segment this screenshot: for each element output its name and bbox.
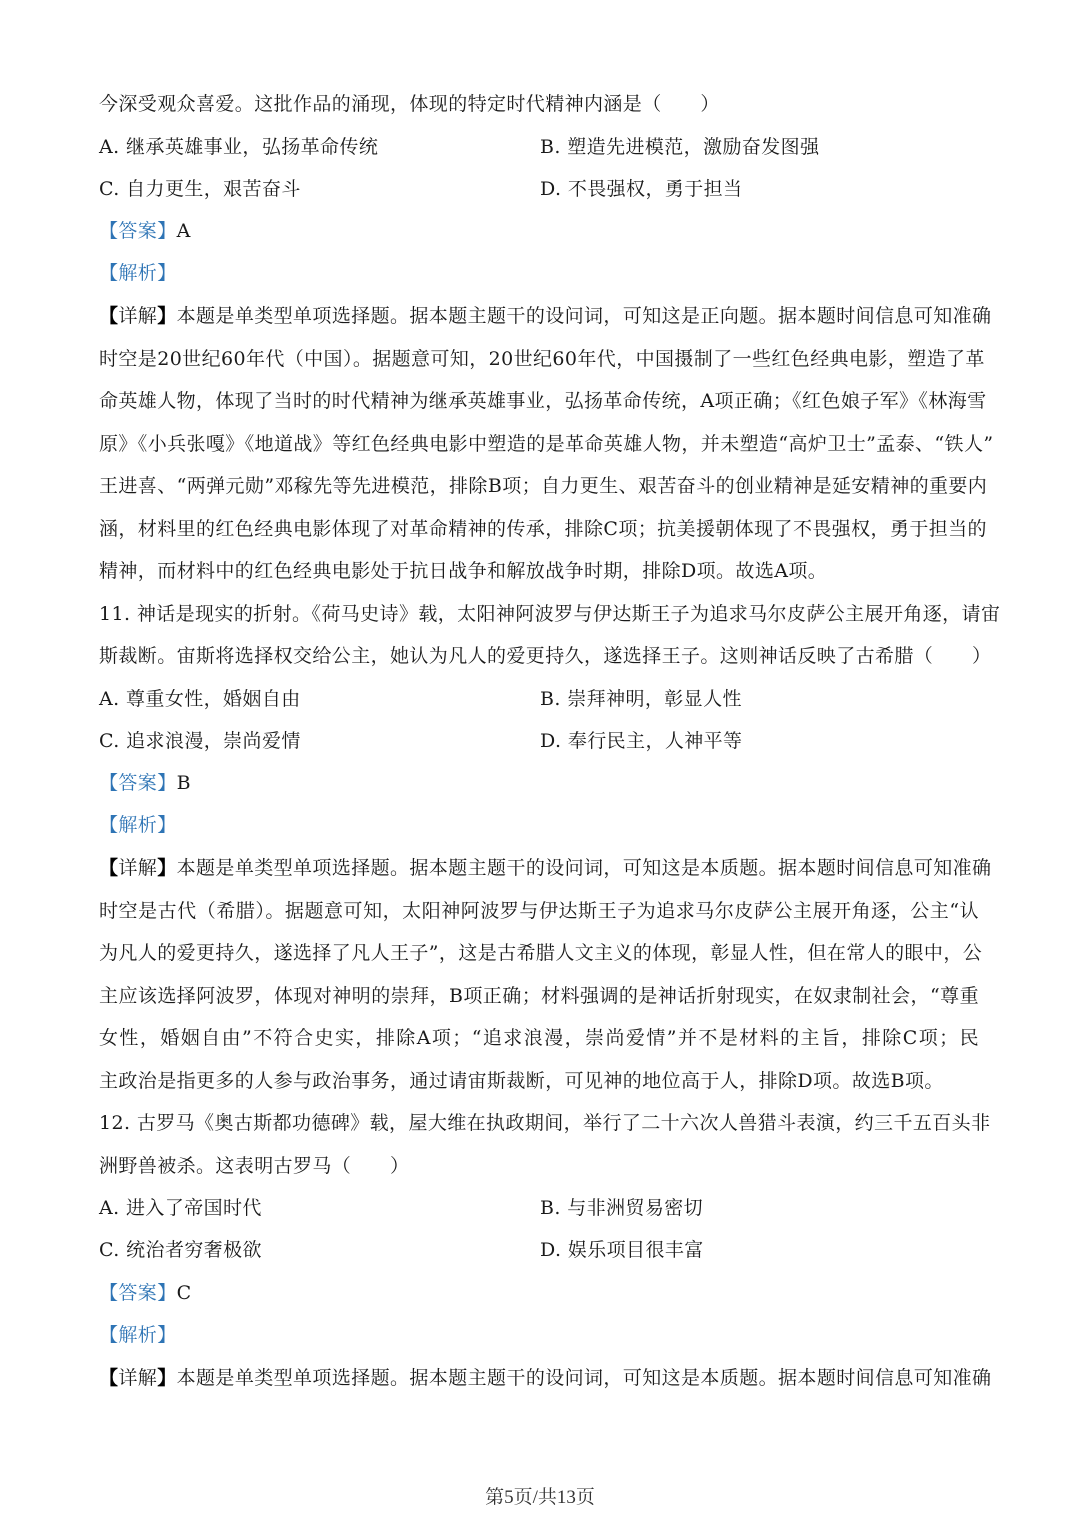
q11-stem-line: 11. 神话是现实的折射。《荷马史诗》载，太阳神阿波罗与伊达斯王子为追求马尔皮萨公主展开角逐，请宙 <box>99 603 1001 625</box>
q11-option-d <box>540 728 742 754</box>
q10-detail-line: 精神，而材料中的红色经典电影处于抗日战争和解放战争时期，排除D项。故选A项。 <box>99 560 828 582</box>
option-text: 与非洲贸易密切 <box>567 1197 704 1219</box>
option-text: 统治者穷奢极欲 <box>126 1239 262 1261</box>
q11-option-c <box>99 728 301 754</box>
q12-option-d <box>540 1237 704 1263</box>
detail-bracket-open: 【 <box>99 857 119 879</box>
q11-analysis-heading <box>99 812 177 838</box>
q10-stem-tail: 今深受观众喜爱。这批作品的涌现，体现的特定时代精神内涵是（ ） <box>99 93 720 115</box>
q11-option-a <box>99 686 301 712</box>
q11-detail-line: 女性，婚姻自由”不符合史实，排除A项；“追求浪漫，崇尚爱情”并不是材料的主旨，排除C项；民 <box>99 1027 979 1049</box>
option-letter: A. <box>99 136 120 158</box>
option-text: 娱乐项目很丰富 <box>567 1239 704 1261</box>
option-text: 进入了帝国时代 <box>126 1197 262 1219</box>
q12-detail-line: 【详解】本题是单类型单项选择题。据本题主题干的设问词，可知这是本质题。据本题时间信息可知准确 <box>99 1367 992 1389</box>
q12-option-a <box>99 1195 262 1221</box>
q11-detail-line: 为凡人的爱更持久，遂选择了凡人王子”，这是古希腊人文主义的体现，彰显人性，但在常人的眼中，公 <box>99 942 983 964</box>
option-text: 不畏强权，勇于担当 <box>567 178 743 200</box>
q10-option-a <box>99 134 378 160</box>
q10-detail-line: 原》《小兵张嘎》《地道战》等红色经典电影中塑造的是革命英雄人物，并未塑造“高炉卫士”孟泰、“铁人” <box>99 433 994 455</box>
option-letter: D. <box>540 730 562 752</box>
option-text: 尊重女性，婚姻自由 <box>126 688 301 710</box>
q10-detail-line: 涵，材料里的红色经典电影体现了对革命精神的传承，排除C项；抗美援朝体现了不畏强权，勇于担当的 <box>99 518 987 540</box>
option-letter: C. <box>99 1239 120 1261</box>
option-text: 塑造先进模范，激励奋发图强 <box>567 136 820 158</box>
answer-value: A <box>176 220 191 242</box>
option-letter: A. <box>99 688 120 710</box>
option-text: 追求浪漫，崇尚爱情 <box>126 730 301 752</box>
option-letter: B. <box>540 688 561 710</box>
analysis-label: 【解析】 <box>99 262 177 284</box>
option-letter: C. <box>99 178 120 200</box>
q10-option-c <box>99 176 301 202</box>
answer-label: 【答案】 <box>99 772 177 794</box>
q12-stem-line: 洲野兽被杀。这表明古罗马（ ） <box>99 1155 410 1177</box>
q10-option-b <box>540 134 819 160</box>
answer-label: 【答案】 <box>99 220 177 242</box>
option-letter: C. <box>99 730 120 752</box>
answer-value: C <box>176 1282 192 1304</box>
q10-detail-line: 时空是20世纪60年代（中国）。据题意可知，20世纪60年代，中国摄制了一些红色经典电影，塑造了革 <box>99 348 985 370</box>
page-indicator: 第5页/共13页 <box>485 1487 595 1508</box>
q12-option-c <box>99 1237 262 1263</box>
q11-option-b <box>540 686 742 712</box>
q10-detail-line: 命英雄人物，体现了当时的时代精神为继承英雄事业，弘扬革命传统，A项正确；《红色娘子军》《林海雪 <box>99 390 987 412</box>
q10-detail-line: 王进喜、“两弹元勋”邓稼先等先进模范，排除B项；自力更生、艰苦奋斗的创业精神是延安精神的重要内 <box>99 475 988 497</box>
option-letter: D. <box>540 1239 562 1261</box>
q12-stem-line: 12. 古罗马《奥古斯都功德碑》载，屋大维在执政期间，举行了二十六次人兽猎斗表演，约三千五百头非 <box>99 1112 991 1134</box>
detail-label: 详解 <box>118 857 158 879</box>
detail-bracket-close: 】 <box>157 305 177 327</box>
option-letter: B. <box>540 1197 561 1219</box>
detail-label: 详解 <box>118 1367 158 1389</box>
q12-analysis-heading <box>99 1322 177 1348</box>
q12-answer <box>99 1280 192 1306</box>
option-text: 继承英雄事业，弘扬革命传统 <box>126 136 379 158</box>
option-letter: A. <box>99 1197 120 1219</box>
option-text: 奉行民主，人神平等 <box>567 730 743 752</box>
option-letter: D. <box>540 178 562 200</box>
option-text: 自力更生，艰苦奋斗 <box>126 178 301 200</box>
q10-option-d <box>540 176 742 202</box>
q11-stem-line: 斯裁断。宙斯将选择权交给公主，她认为凡人的爱更持久，遂选择王子。这则神话反映了古希腊（ ） <box>99 645 992 667</box>
option-text: 崇拜神明，彰显人性 <box>567 688 742 710</box>
detail-bracket-close: 】 <box>157 1367 177 1389</box>
detail-bracket-close: 】 <box>157 857 177 879</box>
analysis-label: 【解析】 <box>99 1324 177 1346</box>
analysis-label: 【解析】 <box>99 814 177 836</box>
q10-detail-line: 【详解】本题是单类型单项选择题。据本题主题干的设问词，可知这是正向题。据本题时间信息可知准确 <box>99 305 992 327</box>
q10-answer <box>99 218 191 244</box>
detail-bracket-open: 【 <box>99 1367 119 1389</box>
detail-bracket-open: 【 <box>99 305 119 327</box>
q11-detail-line: 时空是古代（希腊）。据题意可知，太阳神阿波罗与伊达斯王子为追求马尔皮萨公主展开角逐，公主“认 <box>99 900 979 922</box>
q10-analysis-heading <box>99 260 177 286</box>
q11-answer <box>99 770 191 796</box>
q12-option-b <box>540 1195 703 1221</box>
q11-detail-line: 主政治是指更多的人参与政治事务，通过请宙斯裁断，可见神的地位高于人，排除D项。故选B项。 <box>99 1070 944 1092</box>
q11-detail-line: 【详解】本题是单类型单项选择题。据本题主题干的设问词，可知这是本质题。据本题时间信息可知准确 <box>99 857 992 879</box>
answer-label: 【答案】 <box>99 1282 177 1304</box>
detail-label: 详解 <box>118 305 158 327</box>
option-letter: B. <box>540 136 561 158</box>
answer-value: B <box>176 772 191 794</box>
q11-detail-line: 主应该选择阿波罗，体现对神明的崇拜，B项正确；材料强调的是神话折射现实，在奴隶制社会，“尊重 <box>99 985 979 1007</box>
